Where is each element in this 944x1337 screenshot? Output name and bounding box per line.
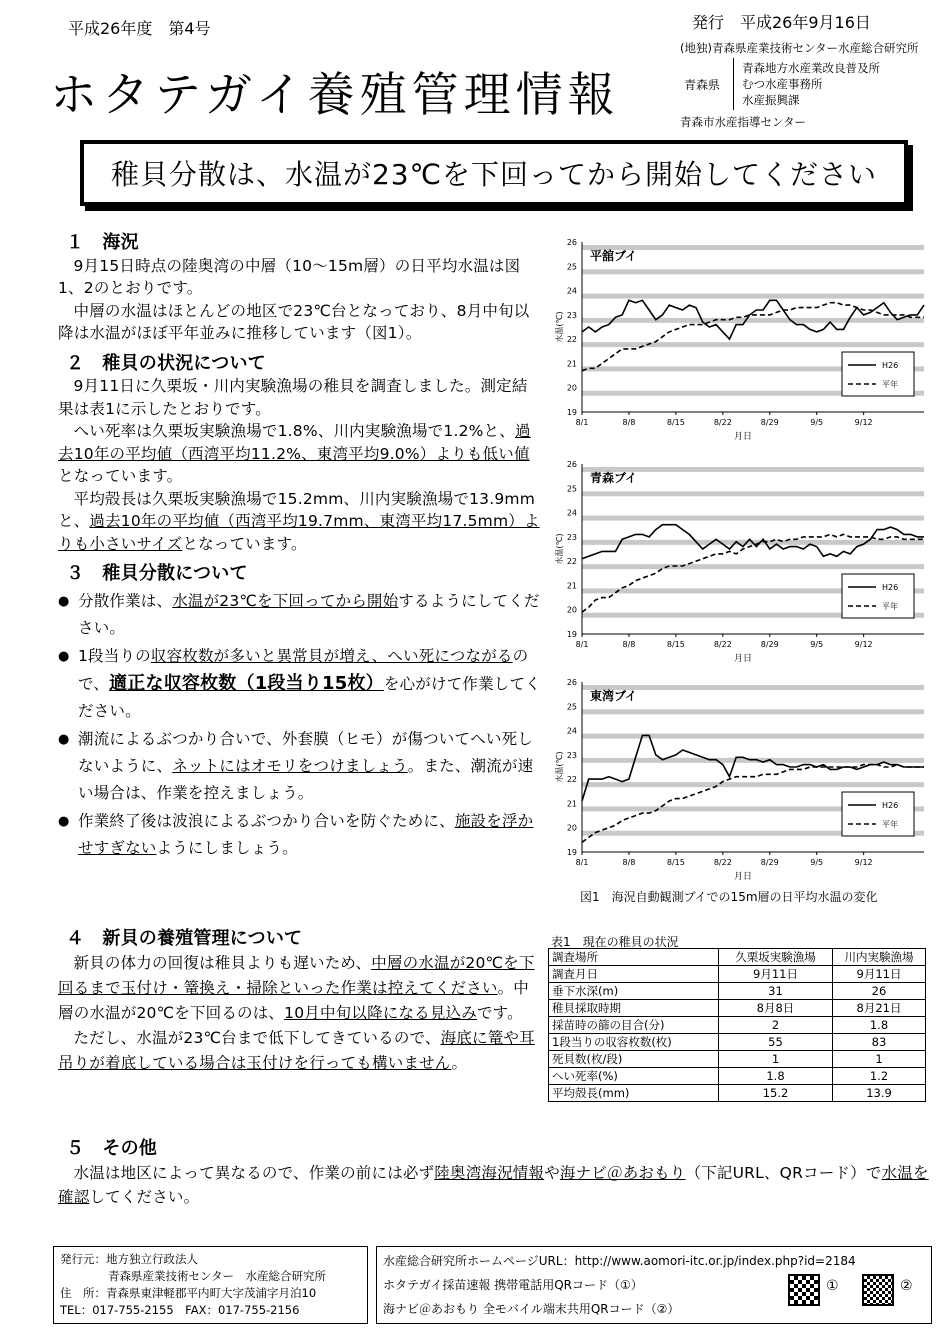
grid-band	[582, 318, 924, 323]
text: 。中層の水温が20℃を下回るのは、	[58, 978, 530, 1022]
qr-code-1[interactable]	[788, 1274, 820, 1306]
text: です。	[476, 1003, 523, 1022]
city-center: 青森市水産指導センター	[680, 115, 807, 129]
grid-band	[582, 564, 924, 569]
publisher-label: 発行元：地方独立行政法人	[60, 1252, 198, 1266]
text: や	[544, 1163, 560, 1182]
org-item: 青森地方水産業改良普及所	[742, 61, 880, 75]
text: を心がけて作業してください。	[78, 674, 541, 720]
section-4-para	[58, 951, 543, 1026]
y-tick-label: 22	[566, 775, 577, 785]
section-2-para	[58, 488, 543, 556]
table-row	[549, 983, 926, 1000]
y-tick-label: 23	[566, 750, 577, 760]
table-row	[549, 1085, 926, 1102]
table-row	[549, 1017, 926, 1034]
table-cell: 2	[719, 1017, 833, 1034]
qr1-mark: ①	[826, 1278, 839, 1294]
x-tick-label: 8/8	[622, 858, 636, 867]
table-cell: 採苗時の篩の目合(分)	[549, 1017, 719, 1034]
legend-label: 平年	[882, 820, 898, 829]
table-row	[549, 1068, 926, 1085]
qr1-label: ホタテガイ採苗速報 携帯電話用QRコード（①）	[383, 1278, 643, 1292]
legend-label: 平年	[882, 602, 898, 611]
table-cell: 稚貝採取時期	[549, 1000, 719, 1017]
x-tick-label: 8/1	[575, 640, 589, 649]
x-tick-label: 8/8	[622, 418, 636, 427]
chart-svg	[550, 232, 936, 448]
underlined-text: 10月中旬以降になる見込み	[284, 1003, 477, 1022]
section-5	[58, 1138, 930, 1209]
bullet-item	[58, 808, 543, 862]
table-cell: 死貝数(枚/段)	[549, 1051, 719, 1068]
text: ただし、水温が23℃台まで低下してきているので、	[73, 1028, 441, 1047]
x-axis-label: 月日	[733, 654, 753, 664]
text: するようにしてください。	[78, 591, 540, 637]
research-institute: (地独)青森県産業技術センター水産総合研究所	[680, 41, 919, 55]
issue-number: 平成26年度 第4号	[68, 19, 211, 38]
legend-label: 平年	[882, 380, 898, 389]
y-tick-label: 20	[566, 383, 577, 393]
series-line	[582, 735, 924, 801]
publisher-name: 青森県産業技術センター 水産総合研究所	[108, 1269, 327, 1283]
grid-band	[582, 709, 924, 714]
x-axis-label: 月日	[733, 432, 753, 442]
table-cell: 調査月日	[549, 966, 719, 983]
table-row	[549, 1000, 926, 1017]
underlined-text: 水温が23℃を下回ってから開始	[172, 591, 399, 610]
legend-label: H26	[882, 801, 899, 810]
text: 1段当りの	[78, 646, 151, 665]
org-bracket	[733, 58, 735, 110]
x-tick-label: 8/8	[622, 640, 636, 649]
legend-label: H26	[882, 583, 899, 592]
y-axis-label: 水温(℃)	[555, 533, 564, 565]
grid-band	[582, 782, 924, 787]
footer-publisher-box	[53, 1246, 368, 1324]
underlined-text: ネットにはオモリをつけましょう	[172, 756, 408, 775]
grid-band	[582, 269, 924, 274]
table-cell: 8月21日	[833, 1000, 926, 1017]
text: となっています。	[58, 467, 183, 485]
legend-label: H26	[882, 361, 899, 370]
grid-band	[582, 516, 924, 521]
underlined-text: 陸奥湾海況情報	[434, 1163, 545, 1182]
text: 新貝の体力の回復は稚貝よりも遅いため、	[73, 953, 372, 972]
x-tick-label: 9/5	[810, 858, 824, 867]
page-title: ホタテガイ養殖管理情報	[50, 68, 620, 123]
section-2-para	[58, 420, 543, 488]
chart-svg	[550, 672, 936, 888]
grid-band	[582, 342, 924, 347]
x-tick-label: 9/5	[810, 640, 824, 649]
org-item: 水産振興課	[742, 93, 800, 107]
table-cell: 15.2	[719, 1085, 833, 1102]
table-header-row	[549, 949, 926, 966]
x-tick-label: 8/15	[666, 858, 685, 867]
text: 潮流によるぶつかり合いで、外套膜（ヒモ）が傷ついてへい死しないように、	[78, 729, 533, 775]
table-cell: 1	[833, 1051, 926, 1068]
text: 。	[451, 1053, 468, 1072]
text: （下記URL、QRコード）で	[685, 1163, 882, 1182]
text: 平均殻長は久栗坂実験漁場で15.2mm、川内実験漁場で13.9mmと、	[58, 489, 536, 530]
headline-text: 稚貝分散は、水温が23℃を下回ってから開始してください	[110, 158, 878, 191]
table-cell: へい死率(%)	[549, 1068, 719, 1085]
chart-aomori	[550, 454, 936, 670]
issue-date: 発行 平成26年9月16日	[692, 13, 871, 32]
x-tick-label: 8/22	[713, 418, 732, 427]
section-2-para	[58, 375, 543, 420]
footer-links-box	[376, 1246, 932, 1324]
y-tick-label: 25	[566, 262, 577, 272]
bullet-item	[58, 726, 543, 807]
qr-code-2[interactable]	[862, 1274, 894, 1306]
y-tick-label: 23	[566, 310, 577, 320]
chart-hiradate	[550, 232, 936, 448]
text: ので、	[78, 646, 529, 693]
table-cell: 13.9	[833, 1085, 926, 1102]
x-tick-label: 8/29	[760, 418, 779, 427]
table-row	[549, 966, 926, 983]
underlined-text: 収容枚数が多いと異常貝が増え、へい死につながる	[150, 646, 513, 665]
y-tick-label: 22	[566, 557, 577, 567]
x-tick-label: 8/15	[666, 640, 685, 649]
section-2-heading: ２ 稚貝の状況について	[66, 352, 266, 374]
table-cell: 8月8日	[719, 1000, 833, 1017]
table-cell: 9月11日	[833, 966, 926, 983]
x-tick-label: 9/12	[854, 640, 873, 649]
text: 作業終了後は波浪によるぶつかり合いを防ぐために、	[78, 811, 455, 830]
pref-label: 青森県	[684, 78, 721, 92]
y-tick-label: 24	[566, 286, 577, 296]
x-tick-label: 9/12	[854, 858, 873, 867]
grid-band	[582, 294, 924, 299]
chart-higashi	[550, 672, 936, 888]
x-tick-label: 8/29	[760, 640, 779, 649]
y-tick-label: 20	[566, 823, 577, 833]
legend-box	[842, 574, 914, 618]
section-5-heading: ５ その他	[66, 1138, 157, 1159]
table-cell: 31	[719, 983, 833, 1000]
homepage-url[interactable]: 水産総合研究所ホームページURL：http://www.aomori-itc.or.jp/index.php?id=2184	[383, 1254, 856, 1268]
y-axis-label: 水温(℃)	[555, 311, 564, 343]
table-header-cell: 久栗坂実験漁場	[719, 949, 833, 966]
section-4-para	[58, 1026, 543, 1076]
chart-title: 東湾ブイ	[590, 689, 637, 703]
x-tick-label: 8/22	[713, 858, 732, 867]
text: 9月15日時点の陸奥湾の中層（10～15m層）の日平均水温は図1、2のとおりです。	[58, 256, 521, 297]
underlined-text: 中層の水温が20℃を下回るまで玉付け・篭換え・掃除といった作業は控えてください	[58, 953, 535, 997]
x-tick-label: 8/1	[575, 418, 589, 427]
table	[548, 948, 926, 1102]
section-1-heading: １ 海況	[66, 232, 139, 253]
table-caption: 表1 現在の稚貝の状況	[551, 935, 679, 949]
table-cell: 1.2	[833, 1068, 926, 1085]
y-tick-label: 19	[566, 630, 577, 639]
grid-band	[582, 491, 924, 496]
table-row	[549, 1034, 926, 1051]
x-tick-label: 8/15	[666, 418, 685, 427]
y-tick-label: 21	[566, 581, 577, 591]
table-header-cell: 調査場所	[549, 949, 719, 966]
x-tick-label: 9/5	[810, 418, 824, 427]
bullet-item	[58, 588, 543, 642]
table-cell: 9月11日	[719, 966, 833, 983]
chart-svg	[550, 454, 936, 670]
y-tick-label: 19	[566, 408, 577, 417]
y-tick-label: 21	[566, 359, 577, 369]
underlined-text: 海底に篭や耳吊りが着底している場合は玉付けを行っても構いません	[58, 1028, 535, 1072]
y-tick-label: 21	[566, 799, 577, 809]
x-tick-label: 8/1	[575, 858, 589, 867]
figure-caption: 図1 海況自動観測ブイでの15m層の日平均水温の変化	[580, 890, 878, 904]
table-cell: 1.8	[719, 1068, 833, 1085]
text: 分散作業は、	[78, 591, 173, 610]
section-1-para	[58, 300, 543, 345]
text: 9月11日に久栗坂・川内実験漁場の稚貝を調査しました。測定結果は表1に示したとおりです。	[58, 377, 528, 418]
x-axis-label: 月日	[733, 872, 753, 882]
table-cell: 83	[833, 1034, 926, 1051]
qr2-mark: ②	[900, 1278, 913, 1294]
underlined-text: 施設を浮かせすぎない	[78, 811, 534, 857]
headline-banner	[80, 140, 908, 206]
underlined-text: 水温を確認	[58, 1163, 929, 1206]
publisher-phone: TEL：017-755-2155 FAX：017-755-2156	[60, 1303, 300, 1317]
org-list	[742, 60, 880, 108]
text: してください。	[89, 1187, 200, 1206]
underlined-text: 過去10年の平均値（西湾平均19.7mm、東湾平均17.5mm）よりも小さいサイズ	[58, 512, 540, 553]
status-table	[548, 948, 926, 1102]
bullet-item	[58, 643, 543, 725]
table-cell: 垂下水深(m)	[549, 983, 719, 1000]
y-tick-label: 24	[566, 508, 577, 518]
underlined-text: 海ナビ＠あおもり	[559, 1163, 686, 1182]
y-tick-label: 25	[566, 484, 577, 494]
y-tick-label: 26	[566, 460, 577, 469]
legend-box	[842, 792, 914, 836]
table-cell: 55	[719, 1034, 833, 1051]
underlined-text: 過去10年の平均値（西湾平均11.2%、東湾平均9.0%）よりも低い値	[58, 422, 531, 463]
y-tick-label: 23	[566, 532, 577, 542]
legend-box	[842, 352, 914, 396]
org-item: むつ水産事務所	[742, 77, 823, 91]
publisher-address: 住 所：青森県東津軽郡平内町大字茂浦字月泊10	[60, 1286, 317, 1300]
text: 中層の水温はほとんどの地区で23℃台となっており、8月中旬以降は水温がほぼ平年並みに推移しています（図1）。	[58, 301, 530, 342]
text: ようにしましょう。	[156, 838, 298, 857]
text: となっています。	[182, 534, 307, 553]
text: へい死率は久栗坂実験漁場で1.8%、川内実験漁場で1.2%と、	[73, 422, 515, 440]
y-tick-label: 19	[566, 848, 577, 857]
left-column	[58, 232, 543, 863]
y-tick-label: 20	[566, 605, 577, 615]
x-tick-label: 9/12	[854, 418, 873, 427]
table-row	[549, 1051, 926, 1068]
chart-title: 青森ブイ	[590, 471, 637, 485]
table-cell: 1段当りの収容枚数(枚)	[549, 1034, 719, 1051]
table-cell: 1.8	[833, 1017, 926, 1034]
text: 水温は地区によって異なるので、作業の前には必ず	[73, 1163, 435, 1182]
y-tick-label: 24	[566, 726, 577, 736]
section-4	[58, 928, 543, 1076]
section-5-para	[58, 1161, 930, 1209]
y-tick-label: 25	[566, 702, 577, 712]
table-cell: 1	[719, 1051, 833, 1068]
table-header-cell: 川内実験漁場	[833, 949, 926, 966]
y-tick-label: 22	[566, 335, 577, 345]
text: 。また、潮流が速い場合は、作業を控えましょう。	[78, 756, 534, 802]
table-cell: 26	[833, 983, 926, 1000]
table-cell: 平均殻長(mm)	[549, 1085, 719, 1102]
grid-band	[582, 734, 924, 739]
emphasis-text: 適正な収容枚数（1段当り15枚）	[109, 672, 384, 694]
chart-title: 平舘ブイ	[590, 249, 637, 263]
section-3-heading: ３ 稚貝分散について	[66, 563, 248, 584]
y-tick-label: 26	[566, 238, 577, 247]
section-1-para	[58, 255, 543, 300]
y-axis-label: 水温(℃)	[555, 751, 564, 783]
qr2-label: 海ナビ＠あおもり 全モバイル端末共用QRコード（②）	[383, 1302, 680, 1316]
section-4-heading: ４ 新貝の養殖管理について	[66, 928, 303, 949]
x-tick-label: 8/29	[760, 858, 779, 867]
y-tick-label: 26	[566, 678, 577, 687]
x-tick-label: 8/22	[713, 640, 732, 649]
